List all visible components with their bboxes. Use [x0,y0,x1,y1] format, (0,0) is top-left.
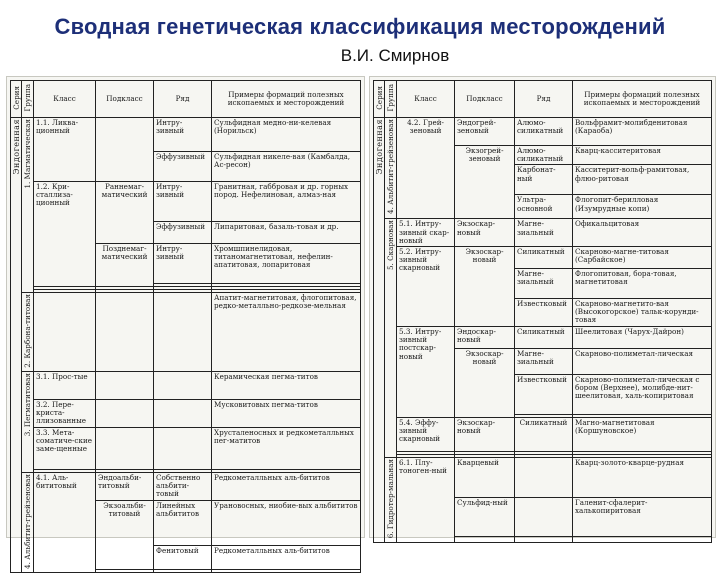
left-classification-table [10,80,361,573]
subclass-cell: Раннемаг-матический [96,182,154,244]
group-skarn: 5. Скарновая [385,219,397,458]
example-cell: Скарново-полиметал-лическая с бором (Верхнее), молибде-нит-шеелитовая, халь-копиритовая [573,375,712,415]
class-cell: 3.2. Пере-криста-ллизованные [34,399,96,427]
example-cell: Сульфидная никеле-вая (Камбалда, Ас-ресон) [212,152,361,182]
row-cell: Магне-зиальный [515,219,573,247]
right-classification-table-scan [369,76,716,538]
table-row [11,472,361,500]
table-row [11,399,361,427]
table-row [374,219,712,247]
subclass-cell: Сульфид-ный [455,497,515,537]
row-cell: Известковый [515,375,573,415]
row-cell: Фенитовый [154,546,212,570]
class-cell: 4.2. Грей-зеновый [397,118,455,219]
example-cell: Кварц-касситеритовая [573,146,712,165]
example-cell: Хрусталеносных и редкометалльных пег-матитов [212,427,361,469]
example-cell: Липаритовая, базаль-товая и др. [212,222,361,244]
group-magmatic: 1. Магматическая [22,118,34,293]
row-cell: Алюмо-силикатный [515,146,573,165]
table-row [374,418,712,452]
example-cell: Флогопитовая, бора-товая, магнетитовая [573,269,712,299]
row-cell: Собственно альбити-товый [154,472,212,500]
header-examples: Примеры формаций полезных ископаемых и месторождений [573,81,712,118]
example-cell: Галенит-сфалерит-халькопиритовая [573,497,712,537]
row-cell: Линейных альбититов [154,500,212,545]
header-class: Класс [397,81,455,118]
example-cell: Флогопит-берилловая (Изумрудные копи) [573,195,712,219]
header-row: Ряд [515,81,573,118]
example-cell: Хромшпинелидовая, титаномагнетитовая, нефелин-апатитовая, лопаритовая [212,244,361,284]
subclass-cell: Экзоскар-новый [455,219,515,247]
row-cell: Силикатный [515,247,573,269]
subclass-cell: Эндоскар-новый [455,327,515,349]
row-cell: Карбонат-ный [515,165,573,195]
example-cell: Вольфрамит-молибденитовая (Караоба) [573,118,712,146]
subclass-cell: Кварцевый [455,458,515,498]
header-group: Группа [22,81,34,118]
subclass-cell: Позднемаг-матический [96,244,154,287]
table-row [11,293,361,372]
example-cell: Мусковитовых пегма-титов [212,399,361,427]
group-pegmatite: 3. Пегматитовая [22,371,34,472]
class-cell: 5.4. Эффу-зивный скарновый [397,418,455,452]
page-title: Сводная генетическая классификация месторождений [54,14,666,39]
class-cell: 3.1. Прос-тые [34,371,96,399]
example-cell: Сульфидная медно-ни-келевая (Норильск) [212,118,361,152]
page-subtitle: В.И. Смирнов [340,46,450,65]
class-cell: 3.3. Мета-соматиче-ские заме-щенные [34,427,96,469]
row-cell: Силикатный [515,327,573,349]
example-cell: Магно-магнетитовая (Коршуновское) [573,418,712,452]
example-cell: Урановосных, ниобие-вых альбититов [212,500,361,545]
example-cell: Кварц-золото-кварце-рудная [573,458,712,498]
class-cell: 5.3. Интру-зивный постскар-новый [397,327,455,418]
row-cell: Известковый [515,299,573,327]
subclass-cell: Экзогрей-зеновый [455,146,515,219]
class-cell: 1.1. Ликва-ционный [34,118,96,182]
left-classification-table-scan [6,76,365,569]
example-cell: Шеелитовая (Чарух-Дайрон) [573,327,712,349]
example-cell: Керамическая пегма-титов [212,371,361,399]
class-cell: 1.2. Кри-сталлиза-ционный [34,182,96,287]
subclass-cell: Эндоальби-титовый [96,472,154,500]
example-cell: Редкометалльных аль-бититов [212,472,361,500]
example-cell: Апатит-магнетитовая, флогопитовая, редко-металльно-редкозе-мельная [212,293,361,372]
header-series: Серия [11,81,22,118]
subclass-cell: Экзоскар-новый [455,349,515,418]
row-cell: Эффузивный [154,152,212,182]
header-subclass: Подкласс [96,81,154,118]
example-cell: Скарново-полиметал-лическая [573,349,712,375]
example-cell: Офикальцитовая [573,219,712,247]
table-header-row [374,81,712,118]
table-row [11,182,361,222]
row-cell: Алюмо-силикатный [515,118,573,146]
group-albitite-greisen: 4. Альбитит-грейзеновая [385,118,397,219]
table-row [11,118,361,152]
header-row: Ряд [154,81,212,118]
header-examples: Примеры формаций полезных ископаемых и месторождений [212,81,361,118]
table-row [11,371,361,399]
subclass-cell: Экзоскар-новый [455,418,515,452]
row-cell: Интру-зивный [154,244,212,284]
table-header-row [11,81,361,118]
table-row [374,327,712,349]
row-cell: Эффузивный [154,222,212,244]
example-cell: Скарново-магнетито-вая (Высокогорское) тальк-корунди-товая [573,299,712,327]
class-cell: 5.2. Интру-зивный скарновый [397,247,455,327]
row-cell: Силикатный [515,418,573,452]
table-row [374,458,712,498]
table-row [374,247,712,269]
series-endogenous: Эндогенная [11,118,22,573]
group-hydrothermal: 6. Гидротер-мальная [385,458,397,542]
group-carbonatite: 2. Карбона-титовая [22,293,34,372]
row-cell: Интру-зивный [154,118,212,152]
class-cell: 6.1. Плу-тоноген-ный [397,458,455,542]
row-cell: Ультра-основной [515,195,573,219]
subclass-cell: Эндогрей-зеновый [455,118,515,146]
row-cell: Магне-зиальный [515,269,573,299]
example-cell: Касситерит-вольф-рамитовая, флюо-ритовая [573,165,712,195]
header-group: Группа [385,81,397,118]
group-albitite-greisen: 4. Альбитит-грейзеновая [22,472,34,572]
header-subclass: Подкласс [455,81,515,118]
subclass-cell: Экзоальби-титовый [96,500,154,569]
subclass-cell: Экзоскар-новый [455,247,515,327]
right-classification-table [373,80,712,543]
example-cell: Скарново-магне-титовая (Сарбайское) [573,247,712,269]
example-cell: Гранитная, габбровая и др. горных пород. Нефелиновая, алмаз-ная [212,182,361,222]
series-endogenous: Эндогенная [374,118,385,543]
class-cell: 5.1. Интру-зивный скар-новый [397,219,455,247]
table-row [11,427,361,469]
class-cell: 4.1. Аль-бититовый [34,472,96,572]
row-cell: Интру-зивный [154,182,212,222]
example-cell: Редкометалльных аль-бититов [212,546,361,570]
header-series: Серия [374,81,385,118]
header-class: Класс [34,81,96,118]
row-cell: Магне-зиальный [515,349,573,375]
table-row [374,118,712,146]
